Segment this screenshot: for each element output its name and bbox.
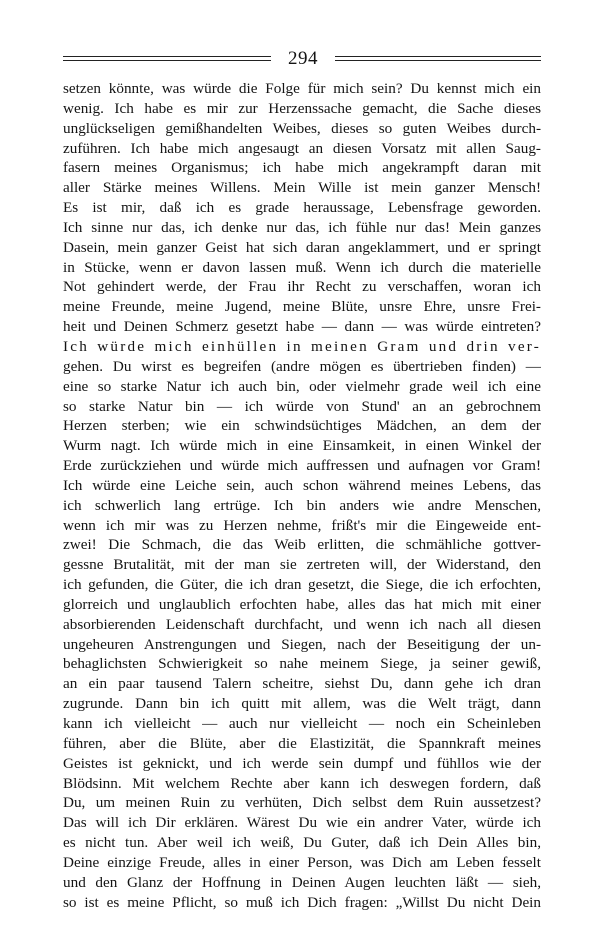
- text-line: unglückseligen gemißhandelten Weibes, dieses so guten Weibes durch-: [63, 119, 541, 137]
- text-line: an ein paar tausend Talern scheitre, siehst Du, dann gehe ich dran: [63, 675, 541, 693]
- text-line: Ich würde mich einhüllen in meinen Gram und drin ver-: [63, 337, 541, 355]
- text-line: zuführen. Ich habe mich angesaugt an diesen Vorsatz mit allen Saug-: [63, 139, 541, 157]
- text-line: es nicht tun. Aber weil ich weiß, Du Guter, daß ich Dein Alles bin,: [63, 834, 541, 852]
- text-line: Ich sinne nur das, ich denke nur das, ich fühle nur das! Mein ganzes: [63, 218, 541, 236]
- text-line: so ist es meine Pflicht, so muß ich Dich fragen: „Willst Du nicht Dein: [63, 893, 541, 911]
- text-line: wenn ich mir was zu Herzen nehme, frißt's mir die Eingeweide ent-: [63, 516, 541, 534]
- text-line: Geistes ist geknickt, und ich werde sein dumpf und fühllos wie der: [63, 754, 541, 772]
- text-line: und den Glanz der Hoffnung in Deinen Augen leuchten läßt — sieh,: [63, 873, 541, 891]
- text-line: Es ist mir, daß ich es grade heraussage, Lebensfrage geworden.: [63, 199, 541, 217]
- text-line: absorbierenden Leidenschaft durchfacht, und wenn ich nach all diesen: [63, 615, 541, 633]
- text-line: Dasein, mein ganzer Geist hat sich daran angeklammert, und er springt: [63, 238, 541, 256]
- text-line: meine Freunde, meine Jugend, meine Blüte, unsre Ehre, unsre Frei-: [63, 298, 541, 316]
- text-line: heit und Deinen Schmerz gesetzt habe — dann — was würde eintreten?: [63, 318, 541, 336]
- text-line: Erde zurückziehen und würde mich auffressen und aufnagen vor Gram!: [63, 457, 541, 475]
- text-line: gessne Brutalität, mit der man sie zertreten will, der Widerstand, den: [63, 556, 541, 574]
- header-rule-right: [335, 56, 541, 62]
- text-line: Herzen sterben; wie ein schwindsüchtiges Mädchen, an dem der: [63, 417, 541, 435]
- text-line: behaglichsten Schwierigkeit so nahe meinem Siege, ja seiner gewiß,: [63, 655, 541, 673]
- text-line: ungeheuren Anstrengungen und Siegen, nach der Beseitigung der un-: [63, 635, 541, 653]
- text-line: in Stücke, wenn er davon lassen muß. Wenn ich durch die materielle: [63, 258, 541, 276]
- text-line: fasern meines Organismus; ich habe mich angekrampft daran mit: [63, 159, 541, 177]
- text-line: führen, aber die Blüte, aber die Elastizität, die Spannkraft meines: [63, 734, 541, 752]
- text-line: zugrunde. Dann bin ich quitt mit allem, was die Welt trägt, dann: [63, 695, 541, 713]
- text-line: Deine einzige Freude, alles in einer Person, was Dich am Leben fesselt: [63, 853, 541, 871]
- header-rule-left: [63, 56, 271, 62]
- text-line: Ich würde eine Leiche sein, auch schon während meines Lebens, das: [63, 476, 541, 494]
- text-line: ich gefunden, die Güter, die ich dran gesetzt, die Siege, die ich erfochten,: [63, 576, 541, 594]
- text-line: zwei! Die Schmach, die das Weib erlitten, die schmähliche gottver-: [63, 536, 541, 554]
- text-line: so starke Natur bin — ich würde von Stund' an an gebrochnem: [63, 397, 541, 415]
- text-line: Blödsinn. Mit welchem Rechte aber kann ich deswegen fordern, daß: [63, 774, 541, 792]
- text-line: Not gehindert werde, der Frau ihr Recht zu verschaffen, woran ich: [63, 278, 541, 296]
- page-header: [63, 44, 541, 74]
- body-text: [63, 79, 541, 912]
- text-line: setzen könnte, was würde die Folge für mich sein? Du kennst mich ein: [63, 80, 541, 97]
- text-line: kann ich vielleicht — auch nur vielleicht — noch ein Scheinleben: [63, 715, 541, 732]
- text-line: wenig. Ich habe es mir zur Herzenssache gemacht, die Sache dieses: [63, 99, 541, 117]
- text-line: Du, um meinen Ruin zu verhüten, Dich selbst dem Ruin aussetzest?: [63, 794, 541, 812]
- text-line: aller Stärke meines Willens. Mein Wille ist mein ganzer Mensch!: [63, 179, 541, 197]
- text-line: eine so starke Natur ich auch bin, oder vielmehr grade weil ich eine: [63, 377, 541, 395]
- text-line: Wurm nagt. Ich würde mich in eine Einsamkeit, in einen Winkel der: [63, 437, 541, 455]
- page-number: 294: [288, 48, 318, 69]
- text-line: ich schwerlich lang ertrüge. Ich bin anders wie andre Menschen,: [63, 496, 541, 514]
- text-line: glorreich und unglaublich erfochten habe, alles das hat mich mit einer: [63, 595, 541, 613]
- text-line: gehen. Du wirst es begreifen (andre mögen es übertrieben finden) —: [63, 357, 541, 375]
- text-line: Das will ich Dir erklären. Wärest Du wie ein andrer Vater, würde ich: [63, 814, 541, 832]
